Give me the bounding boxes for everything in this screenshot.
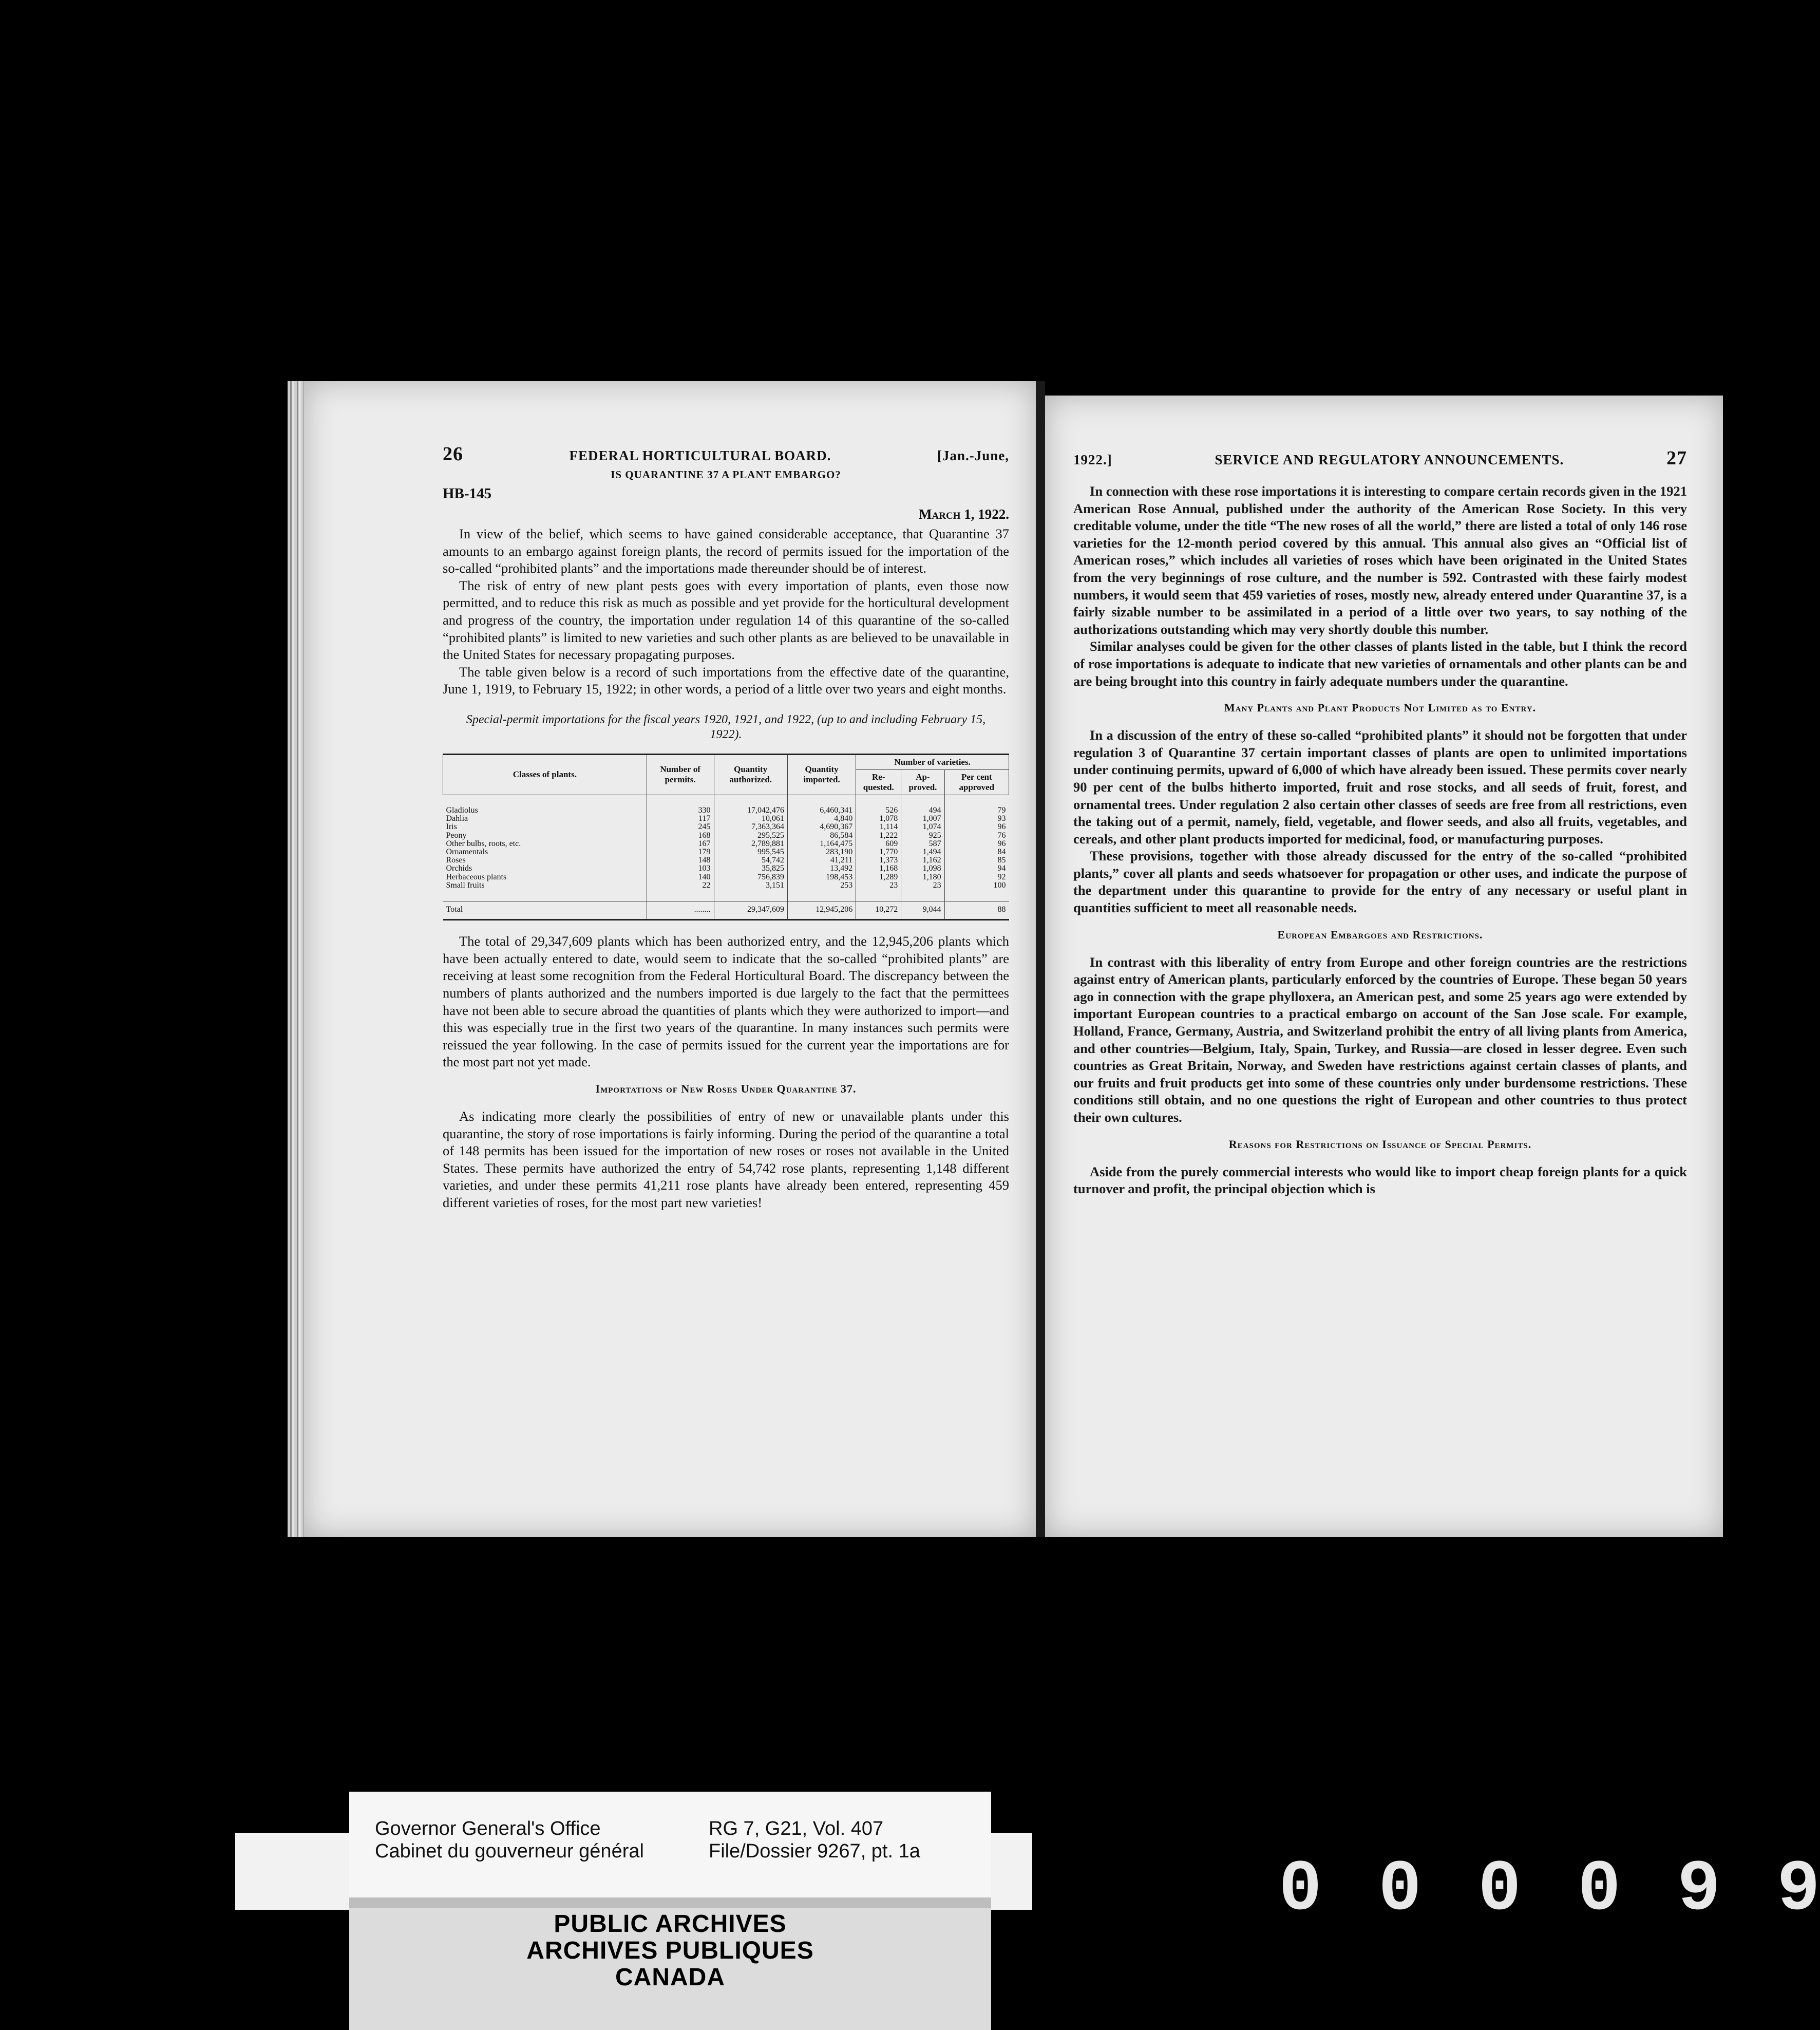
table-cell-approved: 1,494 — [901, 848, 944, 856]
table-cell-approved: 1,074 — [901, 823, 944, 831]
table-cell-imported: 253 — [787, 881, 856, 890]
table-cell-permits: 330 — [647, 806, 714, 815]
left-page — [304, 381, 1036, 1537]
table-cell-imported: 41,211 — [787, 856, 856, 864]
table-cell-imported: 4,840 — [787, 815, 856, 823]
table-cell-cls: Roses — [446, 856, 466, 865]
paragraph: In a discussion of the entry of these so-called “prohibited plants” it should not be forgotten that under regulation 3 of Quarantine 37 certain important classes of plants are open to unlimited importations under continuing permits, upward of 6,000 of which have already been issued. These permits cover nearly 90 per cent of the bulbs hitherto imported, fruit and rose stocks, and all seeds of fruit, forest, and ornamental trees. Under regulation 2 also certain other classes of seeds are free from all restrictions, even the taking out of a permit, namely, field, vegetable, and flower seeds, and also all fruits, vegetables, and cereals, and other plant products imported for medicinal, food, or manufacturing purposes. — [1073, 727, 1687, 847]
frame-digit: 9 — [1677, 1849, 1721, 1931]
table-cell-permits: 148 — [647, 856, 714, 864]
paragraph: Aside from the purely commercial interests who would like to import cheap foreign plants for a quick turnover and profit, the principal objection which is — [1073, 1163, 1687, 1197]
table-cell-percent: 79 — [944, 806, 1009, 815]
table-cell-authorized: 7,363,364 — [714, 823, 787, 831]
running-title: SERVICE AND REGULATORY ANNOUNCEMENTS. — [1215, 452, 1564, 467]
col-imported: Quantity imported. — [787, 754, 856, 795]
table-cell-requested: 1,168 — [856, 864, 901, 873]
page-number: 27 — [1666, 447, 1687, 469]
table-cell-percent: 76 — [944, 832, 1009, 840]
table-cell-imported: 6,460,341 — [787, 806, 856, 815]
table-body — [443, 795, 1009, 919]
table-cell-permits: 22 — [647, 881, 714, 890]
table-cell-percent: 85 — [944, 856, 1009, 864]
table-cell-requested: 1,373 — [856, 856, 901, 864]
right-page — [1045, 396, 1723, 1537]
label-flap — [235, 1833, 356, 1910]
period: [Jan.-June, — [937, 448, 1009, 463]
table-cell-percent: 88 — [944, 901, 1009, 919]
table-cell-authorized: 995,545 — [714, 848, 787, 856]
table-row — [443, 864, 1009, 873]
right-page-header — [1073, 447, 1687, 469]
col-class: Classes of plants. — [443, 754, 647, 795]
col-authorized: Quantity authorized. — [714, 754, 787, 795]
frame-digit: 0 — [1279, 1849, 1322, 1931]
table-cell-permits: 168 — [647, 832, 714, 840]
frame-digit: 0 — [1578, 1849, 1621, 1931]
article-heading: IS QUARANTINE 37 A PLANT EMBARGO? — [611, 468, 841, 481]
page-number: 26 — [443, 443, 463, 465]
table-cell-permits: ........ — [647, 901, 714, 919]
office-en: Governor General's Office — [375, 1818, 601, 1839]
paragraph: Similar analyses could be given for the other classes of plants listed in the table, but I think the record of rose importations is adequate to indicate that new varieties of ornamentals and other plants can be and are being brought into this country in fairly adequate numbers under the quarantine. — [1073, 638, 1687, 689]
table-cell-percent: 96 — [944, 823, 1009, 831]
table-cell-authorized: 295,525 — [714, 832, 787, 840]
table-row — [443, 856, 1009, 864]
table-cell-imported: 198,453 — [787, 873, 856, 881]
col-varieties-group: Number of varieties. — [856, 754, 1009, 769]
paragraph: The table given below is a record of such importations from the effective date of the quarantine, June 1, 1919, to February 15, 1922; in other words, a period of a little over two years and eight months. — [443, 664, 1009, 697]
doc-id-line — [443, 485, 1009, 502]
office-fr: Cabinet du gouverneur général — [375, 1840, 644, 1862]
table-cell-cls: Other bulbs, roots, etc. — [446, 839, 521, 848]
archive-label — [349, 1792, 991, 1897]
table-cell-cls: Peony — [446, 831, 467, 840]
table-cell-cls: Dahlia — [446, 814, 468, 823]
table-row — [443, 832, 1009, 840]
frame-digit: 9 — [1777, 1849, 1820, 1931]
table-cell-authorized: 35,825 — [714, 864, 787, 873]
table-cell-percent: 92 — [944, 873, 1009, 881]
paragraph: In view of the belief, which seems to have gained considerable acceptance, that Quarantine 37 amounts to an embargo against foreign plants, the record of permits issued for the importation of the so-called “prohibited plants” and the importations made thereunder should be of interest. — [443, 526, 1009, 576]
year: 1922.] — [1073, 452, 1112, 467]
table-row — [443, 815, 1009, 823]
table-cell-cls: Iris — [446, 822, 457, 832]
section-heading: Many Plants and Plant Products Not Limited as to Entry. — [1224, 701, 1537, 715]
table-cell-cls: Total — [443, 901, 647, 919]
book-gutter — [1036, 381, 1045, 1537]
table-row — [443, 840, 1009, 848]
table-cell-percent: 93 — [944, 815, 1009, 823]
table-cell-cls: Orchids — [446, 864, 472, 873]
table-cell-requested: 10,272 — [856, 901, 901, 919]
table-cell-permits: 117 — [647, 815, 714, 823]
table-cell-approved: 494 — [901, 806, 944, 815]
table-cell-cls: Gladiolus — [446, 805, 478, 815]
table-cell-imported: 4,690,367 — [787, 823, 856, 831]
table-cell-requested: 1,114 — [856, 823, 901, 831]
col-requested: Re-quested. — [856, 769, 901, 795]
table-cell-authorized: 2,789,881 — [714, 840, 787, 848]
table-cell-permits: 245 — [647, 823, 714, 831]
table-cell-requested: 1,770 — [856, 848, 901, 856]
archive-reference: RG 7, G21, Vol. 407 — [709, 1818, 884, 1839]
running-title: FEDERAL HORTICULTURAL BOARD. — [569, 448, 831, 463]
table-cell-requested: 1,289 — [856, 873, 901, 881]
col-permits: Number of permits. — [647, 754, 714, 795]
table-cell-imported: 13,492 — [787, 864, 856, 873]
frame-digit: 0 — [1478, 1849, 1522, 1931]
table-cell-approved: 925 — [901, 832, 944, 840]
table-cell-requested: 1,078 — [856, 815, 901, 823]
table-row — [443, 901, 1009, 919]
table-cell-permits: 140 — [647, 873, 714, 881]
table-cell-approved: 1,007 — [901, 815, 944, 823]
table-cell-approved: 587 — [901, 840, 944, 848]
paragraph: As indicating more clearly the possibilities of entry of new or unavailable plants under this quarantine, the story of rose importations is fairly informing. During the period of the quarantine a total of 148 permits has been issued for the importation of new roses or roses not available in the United States. These permits have authorized the entry of 54,742 rose plants, representing 1,148 different varieties, and under these permits 41,211 rose plants have already been entered, representing 459 different varieties of roses, for the most part new varieties! — [443, 1108, 1009, 1210]
table-cell-imported: 86,584 — [787, 832, 856, 840]
table-cell-requested: 609 — [856, 840, 901, 848]
table-cell-authorized: 756,839 — [714, 873, 787, 881]
paragraph: The total of 29,347,609 plants which has been authorized entry, and the 12,945,206 plants which have been actually entered to date, would seem to indicate that the so-called “prohibited plants” are receiving at least some recognition from the Federal Horticultural Board. The discrepancy between the numbers of plants authorized and the numbers imported is due largely to the fact that the permittees have not been able to secure abroad the quantities of plants which they were authorized to import—and this was especially true in the first two years of the quarantine. In many instances such permits were reissued the year following. In the case of permits issued for the current year the importations are for the most part not yet made. — [443, 933, 1009, 1070]
table-row — [443, 823, 1009, 831]
table-cell-requested: 1,222 — [856, 832, 901, 840]
table-row — [443, 806, 1009, 815]
table-caption: Special-permit importations for the fiscal years 1920, 1921, and 1922, (up to and including February 15, 1922). — [466, 712, 986, 741]
label-flap — [991, 1833, 1032, 1910]
table-cell-permits: 179 — [647, 848, 714, 856]
paragraph: The risk of entry of new plant pests goes with every importation of plants, even those now permitted, and to reduce this risk as much as possible and yet provide for the horticultural development and progress of the country, the importation under regulation 14 of this quarantine of the so-called “prohibited plants” is limited to new varieties and such other plants as are believed to be unavailable in the United States for necessary propagating purposes. — [443, 577, 1009, 663]
paragraph: In connection with these rose importations it is interesting to compare certain records given in the 1921 American Rose Annual, published under the authority of the American Rose Society. In this very creditable volume, under the title “The new roses of all the world,” there are listed a total of only 146 rose varieties for the 12-month period covered by this annual. This annual also gives an “Official list of American roses,” which includes all varieties of roses which have been originated in the United States from the very beginnings of rose culture, and the number is 592. Contrasted with these fairly modest numbers, it would seem that 459 varieties of roses, mostly new, already entered under Quarantine 37, is a fairly sizable number to be assimilated in a period of a little over two years, to say nothing of the authorizations outstanding which may very shortly double this number. — [1073, 483, 1687, 637]
archive-line-3: CANADA — [615, 1964, 725, 1991]
table-cell-authorized: 54,742 — [714, 856, 787, 864]
table-cell-imported: 283,190 — [787, 848, 856, 856]
article-date: March 1, 1922. — [919, 506, 1009, 522]
table-cell-cls: Ornamentals — [446, 847, 488, 856]
table-cell-percent: 96 — [944, 840, 1009, 848]
section-heading: European Embargoes and Restrictions. — [1277, 928, 1483, 941]
table-cell-imported: 12,945,206 — [787, 901, 856, 919]
archive-line-1: PUBLIC ARCHIVES — [554, 1910, 787, 1938]
table-cell-requested: 23 — [856, 881, 901, 890]
table-cell-percent: 94 — [944, 864, 1009, 873]
table-cell-approved: 23 — [901, 881, 944, 890]
importations-table — [443, 754, 1009, 920]
table-cell-permits: 103 — [647, 864, 714, 873]
table-cell-percent: 100 — [944, 881, 1009, 890]
table-cell-requested: 526 — [856, 806, 901, 815]
paragraph: These provisions, together with those already discussed for the entry of the so-called “prohibited plants,” cover all plants and seeds whatsoever for propagation or other uses, and indicate the purpose of the department under this quarantine to provide for the entry of any necessary or useful plant in quantities sufficient to meet all reasonable needs. — [1073, 848, 1687, 916]
table-cell-authorized: 17,042,476 — [714, 806, 787, 815]
section-heading: Importations of New Roses Under Quarantine 37. — [595, 1082, 857, 1095]
doc-id: HB-145 — [443, 485, 492, 502]
table-cell-permits: 167 — [647, 840, 714, 848]
table-cell-percent: 84 — [944, 848, 1009, 856]
table-cell-cls: Herbaceous plants — [446, 872, 507, 881]
table-row — [443, 881, 1009, 890]
section-heading: Reasons for Restrictions on Issuance of Special Permits. — [1228, 1137, 1532, 1151]
archive-file: File/Dossier 9267, pt. 1a — [709, 1840, 920, 1862]
table-cell-approved: 1,180 — [901, 873, 944, 881]
frame-digit: 0 — [1378, 1849, 1422, 1931]
archive-stamp — [349, 1897, 991, 2030]
col-percent: Per cent approved — [944, 769, 1009, 795]
table-cell-authorized: 29,347,609 — [714, 901, 787, 919]
table-cell-approved: 9,044 — [901, 901, 944, 919]
table-row — [443, 848, 1009, 856]
left-page-header — [443, 443, 1009, 465]
archive-line-2: ARCHIVES PUBLIQUES — [526, 1937, 814, 1964]
table-cell-cls: Small fruits — [446, 880, 485, 890]
table-cell-imported: 1,164,475 — [787, 840, 856, 848]
table-cell-approved: 1,098 — [901, 864, 944, 873]
table-cell-authorized: 3,151 — [714, 881, 787, 890]
table-row — [443, 873, 1009, 881]
col-approved: Ap-proved. — [901, 769, 944, 795]
frame-number — [1279, 1849, 1820, 1931]
paragraph: In contrast with this liberality of entry from Europe and other foreign countries are the restrictions against entry of American plants, particularly enforced by the countries of Europe. These began 50 years ago in connection with the grape phylloxera, an American pest, and some 25 years ago were extended by important European countries to a practical embargo on account of the San Jose scale. For example, Holland, France, Germany, Austria, and Switzerland prohibit the entry of all living plants from America, and other countries—Belgium, Italy, Spain, Turkey, and Russia—are closed in lesser degree. Even such countries as Great Britain, Norway, and Sweden have restrictions against certain classes of plants, and our fruits and fruit products get into some of these countries only under burdensome restrictions. These conditions still obtain, and no one questions the right of European and other countries to thus protect their own cultures. — [1073, 954, 1687, 1125]
table-cell-authorized: 10,061 — [714, 815, 787, 823]
table-cell-approved: 1,162 — [901, 856, 944, 864]
